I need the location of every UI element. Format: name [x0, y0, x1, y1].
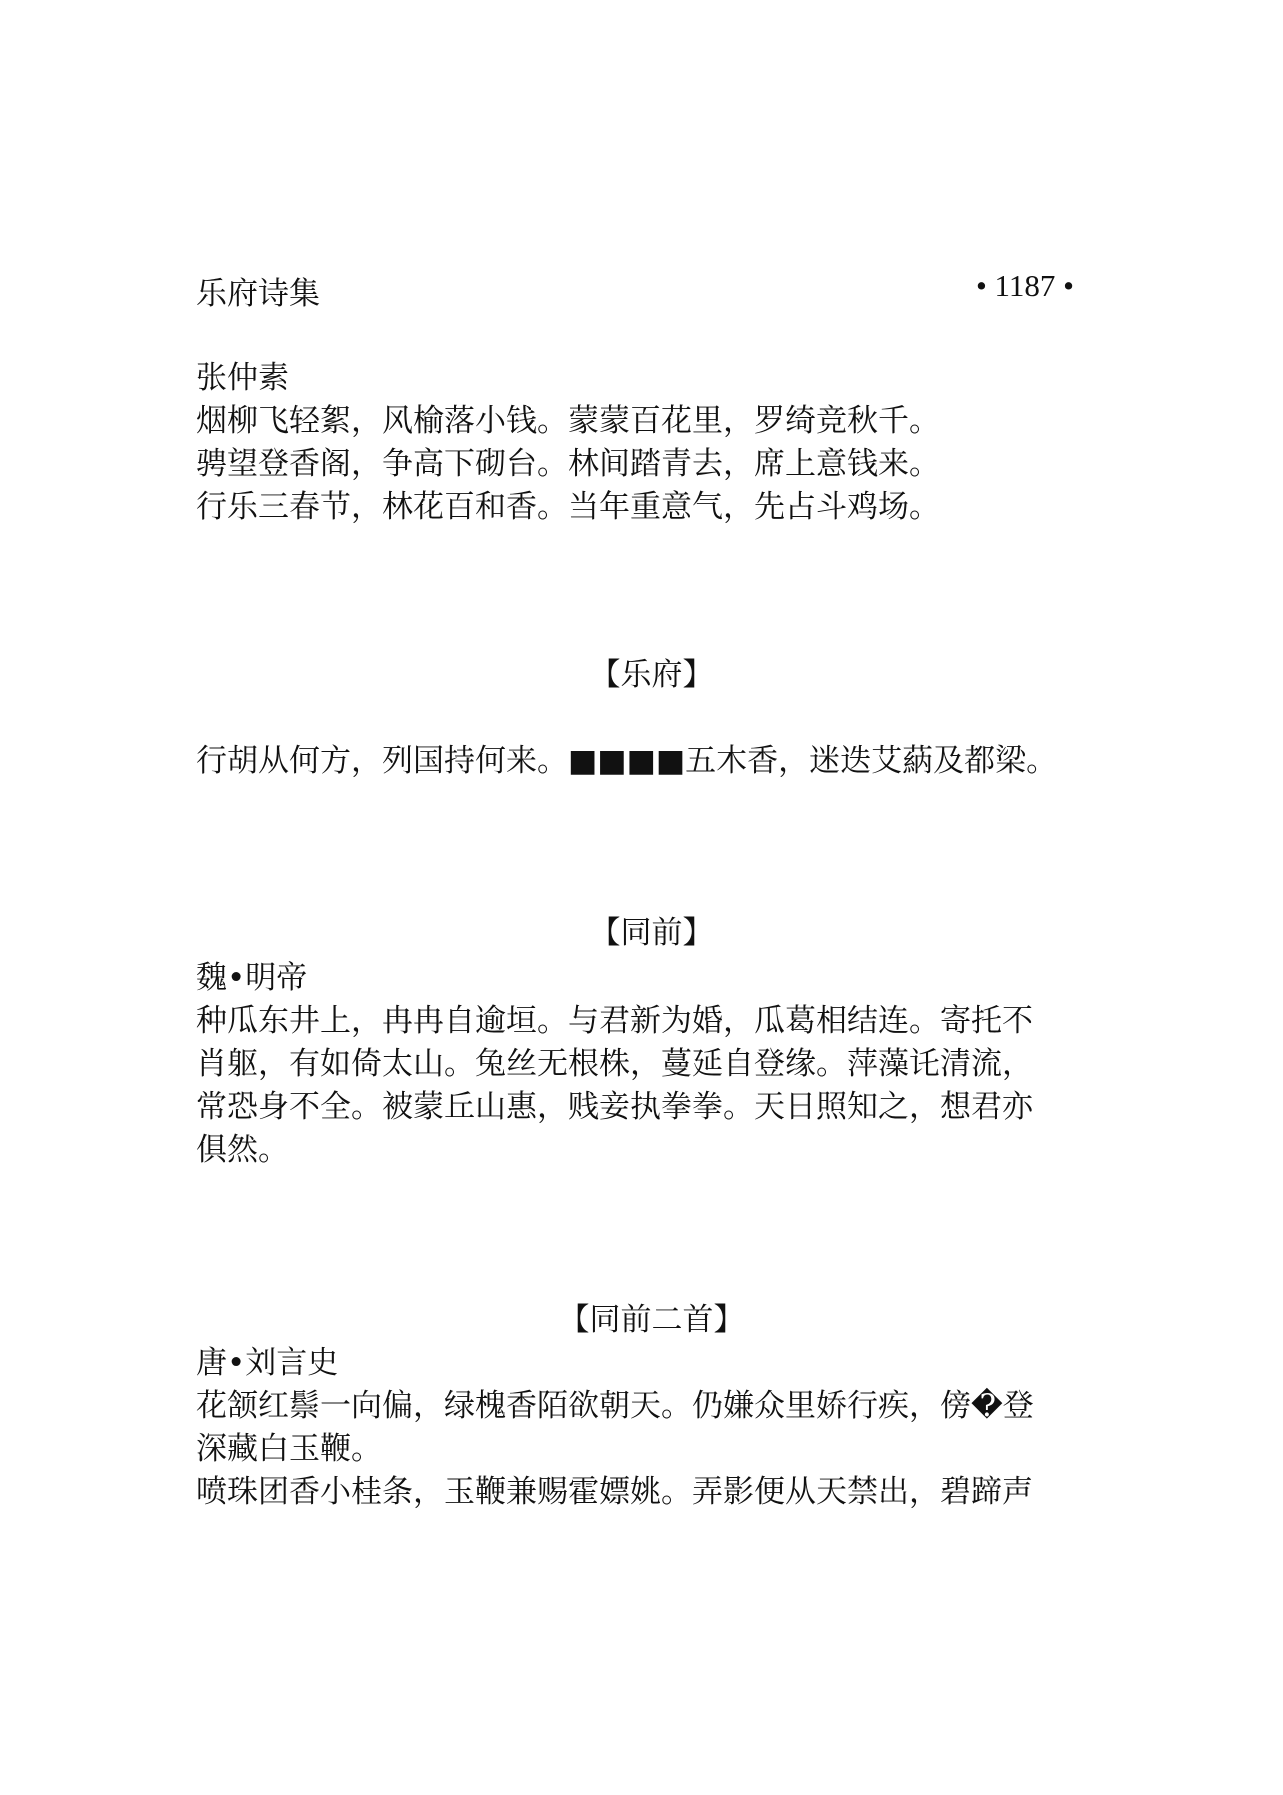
poem-line: 烟柳飞轻絮，风榆落小钱。蒙蒙百花里，罗绮竞秋千。 [196, 403, 940, 439]
section-author: 张仲素 [196, 360, 289, 396]
poem-line: 行胡从何方，列国持何来。■■■■五木香，迷迭艾蒳及都梁。 [196, 743, 1058, 779]
poem-line: 深藏白玉鞭。 [196, 1431, 382, 1467]
section-2-heading [0, 654, 1283, 697]
section-4-heading [0, 1299, 1283, 1342]
section-heading: 【同前二首】 [558, 1302, 745, 1338]
section-heading: 【同前】 [589, 915, 714, 951]
section-3 [196, 957, 1096, 1172]
poem-line: 喷珠团香小桂条，玉鞭兼赐霍嫖姚。弄影便从天禁出，碧蹄声 [196, 1474, 1033, 1510]
poem-line: 花颔红鬃一向偏，绿槐香陌欲朝天。仍嫌众里娇行疾，傍�登 [196, 1388, 1034, 1424]
poem-line: 俱然。 [196, 1132, 289, 1168]
poem-line: 种瓜东井上，冉冉自逾垣。与君新为婚，瓜葛相结连。寄托不 [196, 1003, 1033, 1039]
section-heading: 【乐府】 [589, 657, 714, 693]
section-3-heading [0, 912, 1283, 955]
poem-line: 骋望登香阁，争高下砌台。林间踏青去，席上意钱来。 [196, 446, 940, 482]
section-author: 魏•明帝 [196, 960, 308, 996]
section-1 [196, 357, 1096, 529]
section-2 [196, 740, 1096, 783]
page-number: • 1187 • [975, 268, 1074, 303]
page-header [196, 268, 1074, 316]
poem-line: 肖躯，有如倚太山。兔丝无根株，蔓延自登缘。萍藻讬清流， [196, 1046, 1033, 1082]
section-author: 唐•刘言史 [196, 1345, 339, 1381]
poem-line: 行乐三春节，林花百和香。当年重意气，先占斗鸡场。 [196, 489, 940, 525]
poem-line: 常恐身不全。被蒙丘山惠，贱妾执拳拳。天日照知之，想君亦 [196, 1089, 1033, 1125]
book-title: 乐府诗集 [196, 276, 320, 312]
section-4 [196, 1342, 1096, 1514]
